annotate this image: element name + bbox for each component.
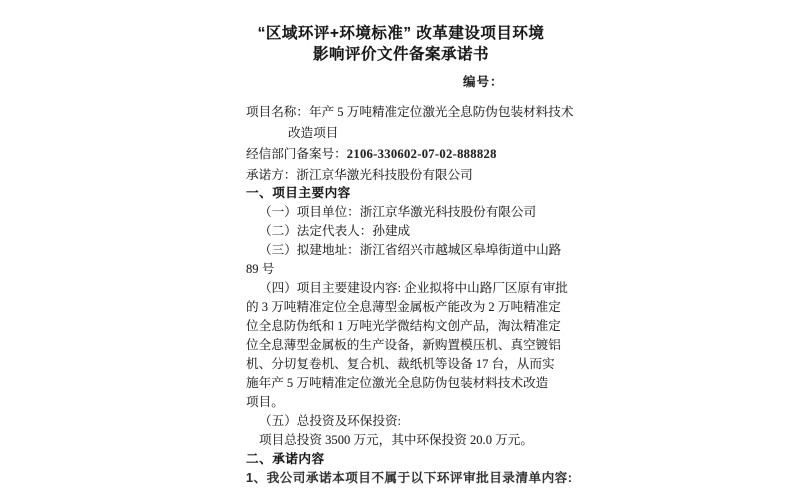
promisor-line — [246, 165, 576, 186]
document-title-line-2: 影响评价文件备案承诺书 — [312, 46, 489, 63]
document-body — [246, 184, 576, 488]
serial-number-label: 编号： — [463, 75, 504, 89]
item-construction-content-line: （四）项目主要建设内容: 企业拟将中山路厂区原有审批 — [259, 281, 568, 295]
item-construction-content-line: 位全息薄型金属板的生产设备，新购置模压机、真空镀铝 — [246, 338, 561, 352]
project-name-label: 项目名称： — [246, 105, 309, 119]
item-proposed-address-continuation: 89 号 — [246, 262, 275, 276]
item-proposed-address: （三）拟建地址：浙江省绍兴市越城区皋埠街道中山路 — [259, 243, 562, 257]
promisor-label: 承诺方： — [246, 168, 297, 182]
filing-number-value: 2106-330602-07-02-888828 — [346, 147, 497, 161]
filing-number-line — [246, 144, 576, 165]
document-meta-block — [246, 102, 576, 186]
project-name-line — [246, 102, 576, 123]
item-total-investment-heading: （五）总投资及环保投资: — [259, 414, 402, 428]
section-2-heading: 二、承诺内容 — [246, 452, 325, 466]
item-construction-content-line: 位全息防伪纸和 1 万吨光学微结构文创产品，淘汰精准定 — [246, 319, 561, 333]
filing-number-label: 经信部门备案号： — [246, 147, 347, 161]
item-construction-content-line: 施年产 5 万吨精准定位激光全息防伪包装材料技术改造 — [246, 376, 549, 390]
promisor-value: 浙江京华激光科技股份有限公司 — [296, 168, 473, 182]
item-construction-content-line: 机、分切复卷机、复合机、裁纸机等设备 17 台，从而实 — [246, 357, 555, 371]
commitment-item-1: 1、我公司承诺本项目不属于以下环评审批目录清单内容: — [246, 471, 573, 485]
section-1-heading: 一、项目主要内容 — [246, 186, 351, 200]
project-name-continuation: 改造项目 — [288, 126, 339, 140]
document-title-line-1: “区域环评+环境标准” 改革建设项目环境 — [257, 25, 545, 42]
document-title — [240, 23, 562, 65]
item-construction-content-line: 的 3 万吨精准定位全息薄型金属板产能改为 2 万吨精准定 — [246, 300, 561, 314]
item-legal-representative: （二）法定代表人：孙建成 — [259, 224, 411, 238]
project-name-value: 年产 5 万吨精准定位激光全息防伪包装材料技术 — [308, 105, 574, 119]
item-construction-content-line: 项目。 — [246, 395, 284, 409]
item-project-unit: （一）项目单位：浙江京华激光科技股份有限公司 — [259, 205, 537, 219]
item-total-investment-value: 项目总投资 3500 万元，其中环保投资 20.0 万元。 — [259, 433, 533, 447]
